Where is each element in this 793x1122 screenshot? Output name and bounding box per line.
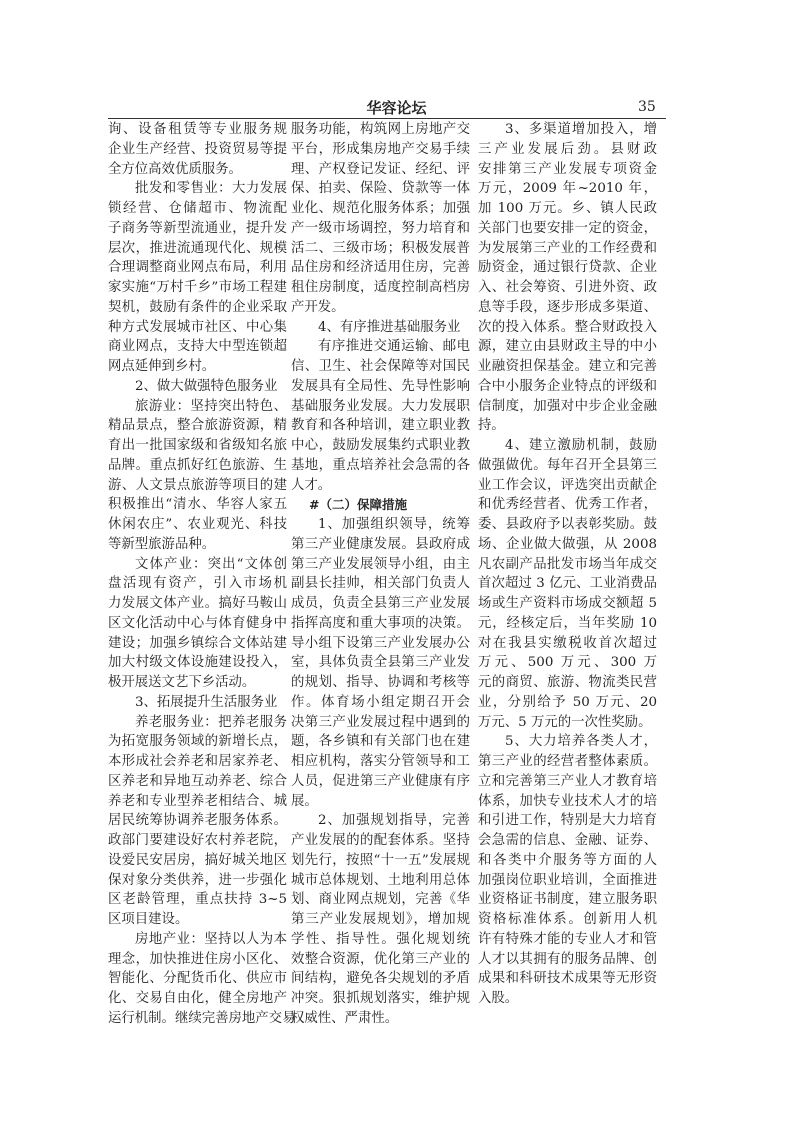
text-line: 5、大力培养各类人才， [505,734,657,750]
text-line: 理、产权登记发证、经纪、评 [291,161,470,177]
text-line: 会急需的信息、金融、证券、 [478,833,657,848]
text-line: 产一级市场调控，努力培育和 [291,220,470,236]
text-line: 政部门要建设好农村养老院， [108,833,287,848]
text-line: 保、拍卖、保险、贷款等一体 [291,181,470,197]
text-line: 做强做优。每年召开全县第三 [478,457,657,473]
text-line: 题，各乡镇和有关部门也在建 [291,734,470,750]
text-line: 效整合资源，优化第三产业的 [291,951,470,967]
text-line: 1、加强组织领导，统筹 [318,517,470,532]
text-line: 网点延伸到乡村。 [108,359,216,374]
text-line: 城市总体规划、土地利用总体 [291,872,470,888]
text-line: 3、拓展提升生活服务业 [135,694,278,710]
text-line: 全方位高效优质服务。 [108,161,242,177]
text-line: 体系，加快专业技术人才的培 [478,793,657,809]
text-line: 三产业发展后劲。县财政 [478,141,657,157]
text-line: 和引进工作，特别是大力培育 [478,813,657,829]
text-line: 区养老和异地互动养老、综合 [108,773,287,789]
text-line: 品牌。重点抓好红色旅游、生 [108,457,287,473]
text-line: 作。体育场小组定期召开会 [291,694,470,710]
text-line: 子商务等新型流通业，提升发 [108,220,287,236]
text-line: 凡农副产品批发市场当年成交 [478,556,657,572]
text-line: 2、加强规划指导，完善 [318,813,470,829]
text-line: 励资金，通过银行贷款、企业 [478,260,657,276]
text-column-1 [108,120,296,1029]
text-line: 游、人文景点旅游等项目的建 [108,477,287,493]
text-line: 层次，推进流通现代化、规模 [108,240,287,256]
text-line: 基地，重点培养社会急需的各 [291,457,470,473]
text-line: 委、县政府予以表彰奖励。鼓 [478,517,657,532]
text-line: 展。 [291,793,318,809]
text-line: 学性、指导性。强化规划统 [291,931,470,947]
text-line: 批发和零售业：大力发展 [135,181,287,197]
text-line: 第三产业健康发展。县政府成 [291,536,470,552]
text-line: 品住房和经济适用住房，完善 [291,260,470,276]
text-line: 区项目建设。 [108,912,189,927]
text-line: 万元、500 万元、300 万 [478,655,657,671]
text-line: 积极推出“清水、华容人家五 [108,497,287,513]
text-line: 教育和各种培训，建立职业教 [291,418,470,434]
journal-title: 华容论坛 [366,99,427,117]
text-line: 人才。 [291,477,332,493]
text-line: 发展具有全局性、先导性影响 [291,378,470,394]
text-line: 合中小服务企业特点的评级和 [478,378,657,394]
text-line: 资格标准体系。创新用人机 [478,912,657,927]
text-line: 源，建立由县财政主导的中小 [478,339,657,355]
text-line: 息等手段，逐步形成多渠道、 [478,299,657,315]
text-line: 区老龄管理，重点扶持 3~5 [108,892,287,908]
text-line: 成果和科研技术成果等无形资 [478,971,657,987]
text-line: 决第三产业发展过程中遇到的 [291,714,470,730]
text-line: 入、社会筹资、引进外资、政 [478,280,657,295]
text-line: 间结构，避免各尖规划的矛盾 [291,971,470,987]
text-line: 立和完善第三产业人才教育培 [478,773,657,789]
text-line: 和各类中介服务等方面的人 [478,852,657,868]
text-line: 入股。 [478,991,519,1006]
text-line: 第三产业发展规划》，增加规 [291,912,470,927]
text-line: 成员，负责全县第三产业发展 [291,596,470,611]
text-line: 许有特殊才能的专业人才和管 [478,931,657,947]
text-line: 次的投入体系。整合财政投入 [478,319,657,335]
text-line: 的规划、指导、协调和考核等 [291,675,470,690]
text-line: 和优秀经营者、优秀工作者， [478,497,657,513]
text-line: 关部门也要安排一定的资金， [478,220,657,236]
text-line: 理念，加快推进住房小区化、 [108,951,287,967]
text-line: 合理调整商业网点布局，利用 [108,260,287,276]
text-line: 元的商贸、旅游、物流类民营 [478,675,657,690]
text-line: 询、设备租赁等专业服务规 [108,122,287,137]
text-line: 有序推进交通运输、邮电 [318,339,470,355]
text-line: 本形成社会养老和居家养老、 [108,754,287,769]
text-line: 力发展文体产业。搞好马鞍山 [108,596,287,611]
text-line: 旅游业：坚持突出特色、 [135,398,287,414]
text-line: 养老服务业：把养老服务 [135,714,287,730]
section-heading: #（二）保障措施 [309,497,407,513]
text-line: 加强岗位职业培训，全面推进 [478,872,657,888]
text-column-3 [478,120,657,1009]
header-rule [108,118,666,119]
text-line: 化、交易自由化，健全房地产 [108,991,287,1006]
text-line: 加 100 万元。乡、镇人民政 [478,201,657,216]
text-line: 育出一批国家级和省级知名旅 [108,438,287,453]
text-line: 4、有序推进基础服务业 [318,319,461,335]
text-line: 为发展第三产业的工作经费和 [478,240,657,256]
text-line: 安排第三产业发展专项资金 [478,161,657,177]
text-line: 加大村级文体设施建设投入， [108,655,287,671]
text-line: 建设；加强乡镇综合文体站建 [108,635,287,651]
text-line: 2、做大做强特色服务业 [135,378,278,394]
text-line: 3、多渠道增加投入，增 [505,122,657,137]
text-line: 信、卫生、社会保障等对国民 [291,359,470,374]
text-line: 业资格证书制度，建立服务职 [478,892,657,908]
text-line: 冲突。狠抓规划落实，维护规 [291,991,470,1006]
text-line: 人才以其拥有的服务品牌、创 [478,951,657,967]
text-line: 等新型旅游品种。 [108,536,216,552]
text-line: 第三产业的经营者整体素质。 [478,754,657,769]
text-line: 盘活现有资产，引入市场机 [108,576,287,592]
text-line: 产业发展的的配套体系。坚持 [291,833,470,848]
text-line: 为拓宽服务领域的新增长点， [108,734,287,750]
text-line: 信制度，加强对中步企业金融 [478,398,657,414]
text-line: 保对象分类供养，进一步强化 [108,872,287,888]
text-line: 文体产业：突出“文体创 [135,556,287,572]
text-line: 平台，形成集房地产交易手续 [291,141,470,157]
text-line: 相应机构，落实分管领导和工 [291,754,470,769]
text-line: 室，具体负责全县第三产业发 [291,655,470,671]
text-line: 区文化活动中心与体育健身中 [108,615,287,631]
text-line: 万元、5 万元的一次性奖励。 [478,714,652,730]
page-number: 35 [638,99,656,115]
text-line: 家实施“万村千乡”市场工程建 [108,280,287,295]
text-line: 休闲农庄”、农业观光、科技 [108,517,287,532]
text-line: 业，分别给予 50 万元、20 [478,694,657,710]
text-line: 居民统筹协调养老服务体系。 [108,813,287,829]
text-line: 活二、三级市场；积极发展普 [291,240,470,256]
text-line: 副县长挂帅，相关部门负责人 [291,576,470,592]
text-line: 业工作会议，评选突出贡献企 [478,477,657,493]
text-line: 万元，2009 年~2010 年， [478,181,657,197]
text-line: 场或生产资料市场成交额超 5 [478,596,657,611]
text-line: 运行机制。继续完善房地产交易 [108,1010,296,1026]
text-line: 商业网点，支持大中型连锁超 [108,339,287,355]
text-line: 指挥高度和重大事项的决策。 [291,615,470,631]
text-line: 设爱民安居房，搞好城关地区 [108,852,287,868]
text-line: 导小组下设第三产业发展办公 [291,635,470,651]
text-line: 企业生产经营、投资贸易等提 [108,141,287,157]
text-line: 中心，鼓励发展集约式职业教 [291,438,470,453]
text-line: 契机，鼓励有条件的企业采取 [108,299,287,315]
text-line: 持。 [478,418,505,434]
text-line: 锁经营、仓储超市、物流配 [108,201,287,216]
text-line: 人员，促进第三产业健康有序 [291,773,470,789]
text-line: 房地产业：坚持以人为本 [135,931,287,947]
text-line: 极开展送文艺下乡活动。 [108,675,256,690]
text-line: 产开发。 [291,299,345,315]
text-line: 养老和专业型养老相结合、城 [108,793,287,809]
text-line: 4、建立激励机制，鼓励 [505,438,657,453]
text-line: 场、企业做大做强，从 2008 [478,536,657,552]
text-line: 服务功能，构筑网上房地产交 [291,122,470,137]
text-line: 智能化、分配货币化、供应市 [108,971,287,987]
text-line: 基础服务业发展。大力发展职 [291,398,470,414]
text-line: 精品景点，整合旅游资源，精 [108,418,287,434]
text-line: 业化、规范化服务体系；加强 [291,201,470,216]
text-line: 第三产业发展领导小组，由主 [291,556,470,572]
text-line: 对在我县实缴税收首次超过 [478,635,657,651]
text-line: 业融资担保基金。建立和完善 [478,359,657,374]
text-line: 划先行，按照“十一五”发展规 [291,852,470,868]
text-column-2 [291,120,470,1029]
text-line: 种方式发展城市社区、中心集 [108,319,287,335]
text-line: 首次超过 3 亿元、工业消费品 [478,576,657,592]
text-line: 权威性、严肃性。 [291,1010,399,1026]
text-line: 元，经核定后，当年奖励 10 [478,615,657,631]
text-line: 租住房制度，适度控制高档房 [291,280,470,295]
text-line: 划、商业网点规划，完善《华 [291,892,470,908]
